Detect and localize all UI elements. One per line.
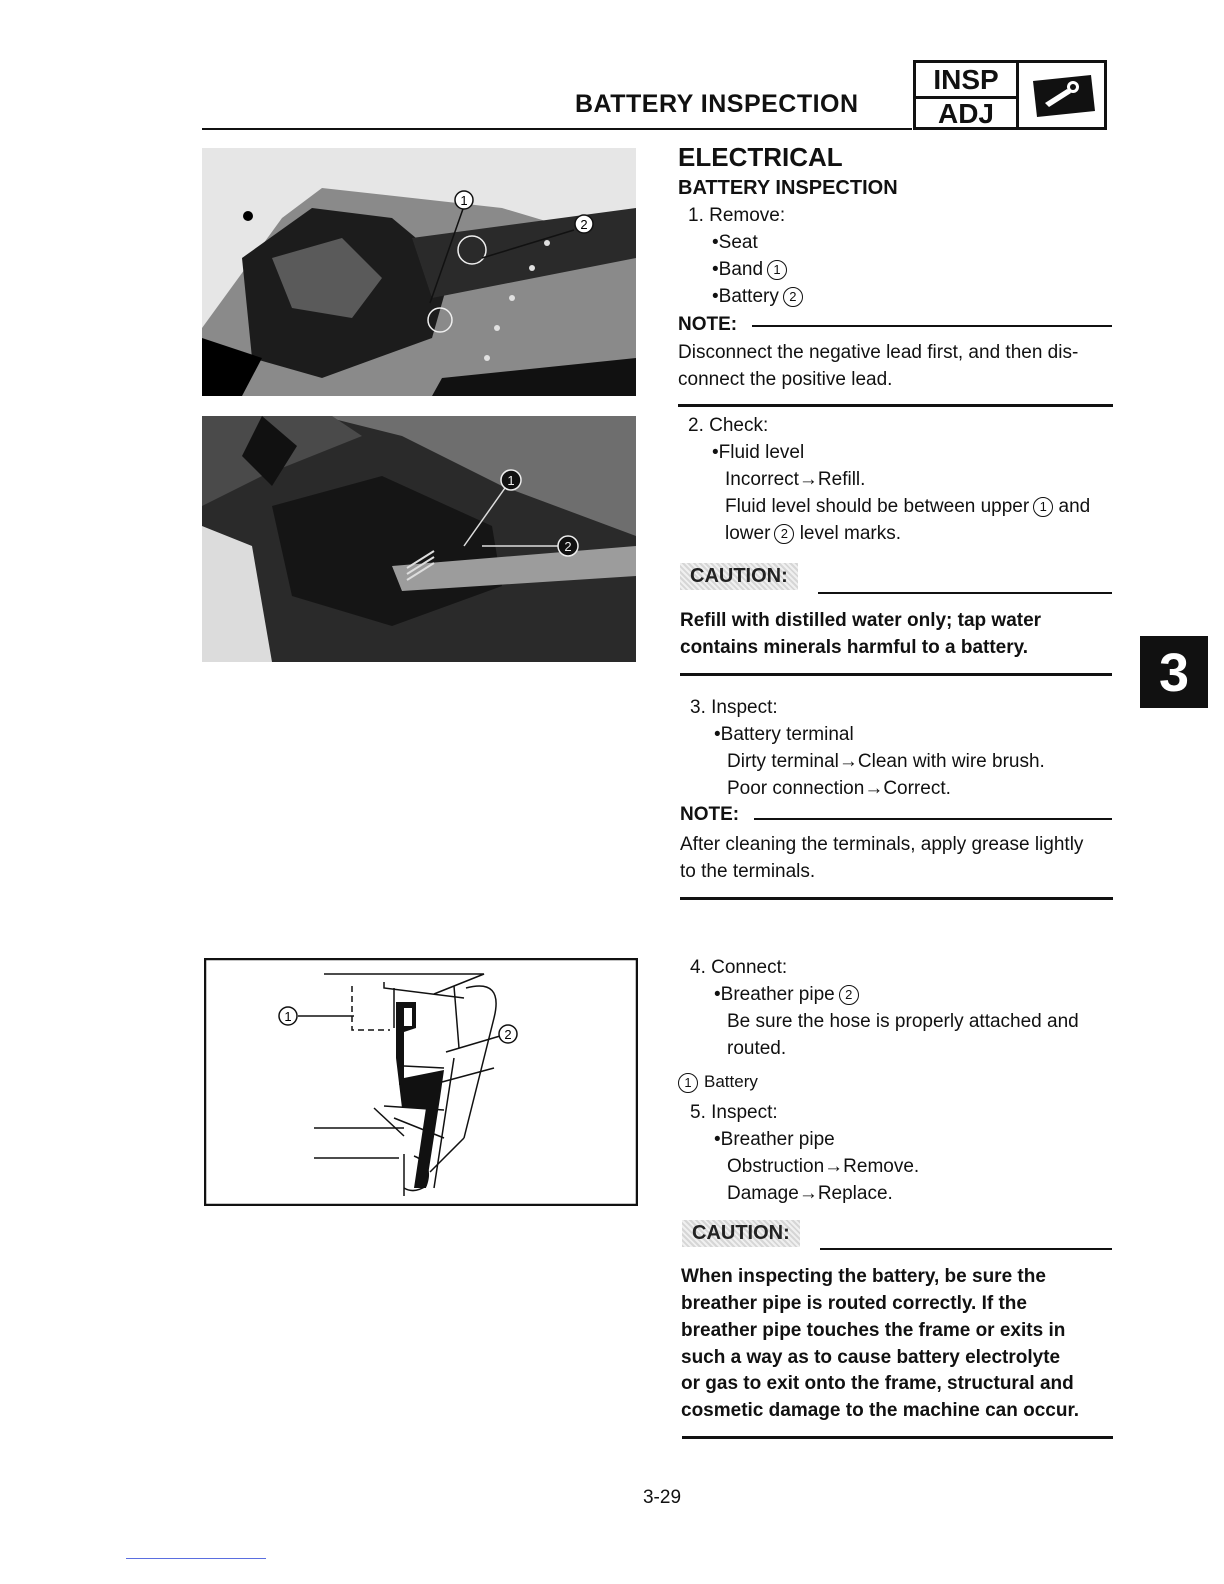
note-text: After cleaning the terminals, apply grease lightly bbox=[680, 834, 1084, 855]
step-4-heading: 4. Connect: bbox=[690, 957, 788, 978]
page-number: 3-29 bbox=[642, 1487, 682, 1508]
list-item bbox=[712, 283, 803, 310]
reference-number: 2 bbox=[783, 287, 803, 307]
callout-1-label: 1 bbox=[507, 473, 515, 488]
insp-adj-badge bbox=[913, 60, 1107, 130]
note-text: Disconnect the negative lead first, and then dis- bbox=[678, 342, 1079, 363]
caution-text: contains minerals harmful to a battery. bbox=[680, 637, 1029, 658]
section-divider bbox=[678, 404, 1113, 407]
list-item: •Fluid level bbox=[712, 442, 805, 463]
caution-text: When inspecting the battery, be sure the bbox=[681, 1266, 1046, 1287]
section-divider bbox=[680, 673, 1112, 676]
note-rule bbox=[752, 325, 1112, 327]
instruction-line: routed. bbox=[727, 1038, 787, 1059]
callout-2-label: 2 bbox=[504, 1027, 512, 1042]
instruction-text: Fluid level should be between upper bbox=[725, 496, 1030, 517]
section-divider bbox=[682, 1436, 1113, 1439]
figure-legend bbox=[678, 1068, 758, 1095]
note-text: connect the positive lead. bbox=[678, 369, 893, 390]
caution-text: or gas to exit onto the frame, structural and bbox=[681, 1373, 1074, 1394]
list-item: •Battery terminal bbox=[714, 724, 854, 745]
photo-callout bbox=[558, 536, 578, 556]
section-divider bbox=[680, 897, 1113, 900]
callout-2-label: 2 bbox=[580, 217, 588, 232]
photo-callout bbox=[455, 191, 473, 209]
badge-insp-label: INSP bbox=[933, 64, 999, 95]
list-item: •Seat bbox=[712, 232, 758, 253]
instruction-line: Be sure the hose is properly attached and bbox=[727, 1011, 1079, 1032]
reference-number: 1 bbox=[1033, 497, 1053, 517]
subsection-title: BATTERY INSPECTION bbox=[678, 177, 898, 199]
photo-callout bbox=[501, 470, 521, 490]
battery-location-photo bbox=[202, 148, 636, 396]
step-1-heading: 1. Remove: bbox=[688, 205, 786, 226]
instruction-line: Obstruction→Remove. bbox=[727, 1156, 920, 1177]
callout-2-label: 2 bbox=[564, 539, 572, 554]
note-label: NOTE: bbox=[678, 314, 738, 335]
reference-number: 2 bbox=[839, 985, 859, 1005]
note-rule bbox=[754, 818, 1112, 820]
list-item: •Breather pipe bbox=[714, 1129, 835, 1150]
instruction-text: and bbox=[1058, 496, 1091, 517]
list-item bbox=[714, 981, 859, 1008]
list-item bbox=[712, 256, 787, 283]
wrench-tool-icon bbox=[1027, 73, 1099, 119]
photo-callout bbox=[575, 215, 593, 233]
caution-text: Refill with distilled water only; tap water bbox=[680, 610, 1042, 631]
diagram-callout bbox=[499, 1025, 517, 1043]
instruction-line: Poor connection→Correct. bbox=[727, 778, 951, 799]
caution-label: CAUTION: bbox=[682, 1220, 800, 1247]
reference-number: 1 bbox=[767, 260, 787, 280]
breather-pipe-diagram bbox=[204, 958, 638, 1206]
list-item-text: •Band bbox=[712, 259, 764, 280]
header-rule bbox=[202, 128, 912, 130]
instruction-text: level marks. bbox=[799, 523, 902, 544]
chapter-tab: 3 bbox=[1140, 636, 1208, 708]
instruction-line bbox=[725, 520, 901, 547]
instruction-line: Damage→Replace. bbox=[727, 1183, 893, 1204]
caution-text: such a way as to cause battery electrolyte bbox=[681, 1347, 1061, 1368]
instruction-text: lower bbox=[725, 523, 771, 544]
step-5-heading: 5. Inspect: bbox=[690, 1102, 778, 1123]
caution-text: cosmetic damage to the machine can occur. bbox=[681, 1400, 1080, 1421]
note-text: to the terminals. bbox=[680, 861, 816, 882]
diagram-callout bbox=[279, 1007, 297, 1025]
step-2-heading: 2. Check: bbox=[688, 415, 769, 436]
instruction-line bbox=[725, 493, 1090, 520]
page-header-title: BATTERY INSPECTION bbox=[575, 90, 859, 118]
caution-rule bbox=[820, 1248, 1112, 1250]
footer-rule bbox=[126, 1558, 266, 1559]
battery-fluid-level-photo bbox=[202, 416, 636, 662]
caution-text: breather pipe touches the frame or exits in bbox=[681, 1320, 1066, 1341]
list-item-text: •Breather pipe bbox=[714, 984, 835, 1005]
list-item-text: •Battery bbox=[712, 286, 779, 307]
step-3-heading: 3. Inspect: bbox=[690, 697, 778, 718]
note-label: NOTE: bbox=[680, 804, 740, 825]
instruction-line: Incorrect→Refill. bbox=[725, 469, 866, 490]
badge-divider bbox=[1016, 63, 1019, 127]
instruction-line: Dirty terminal→Clean with wire brush. bbox=[727, 751, 1045, 772]
reference-number: 2 bbox=[774, 524, 794, 544]
section-title: ELECTRICAL bbox=[678, 142, 843, 172]
caution-label: CAUTION: bbox=[680, 563, 798, 590]
badge-adj-label: ADJ bbox=[937, 98, 994, 129]
legend-label: Battery bbox=[704, 1072, 758, 1091]
callout-1-label: 1 bbox=[284, 1009, 292, 1024]
caution-rule bbox=[818, 592, 1112, 594]
callout-1-label: 1 bbox=[460, 193, 468, 208]
reference-number: 1 bbox=[678, 1073, 698, 1093]
caution-text: breather pipe is routed correctly. If the bbox=[681, 1293, 1027, 1314]
